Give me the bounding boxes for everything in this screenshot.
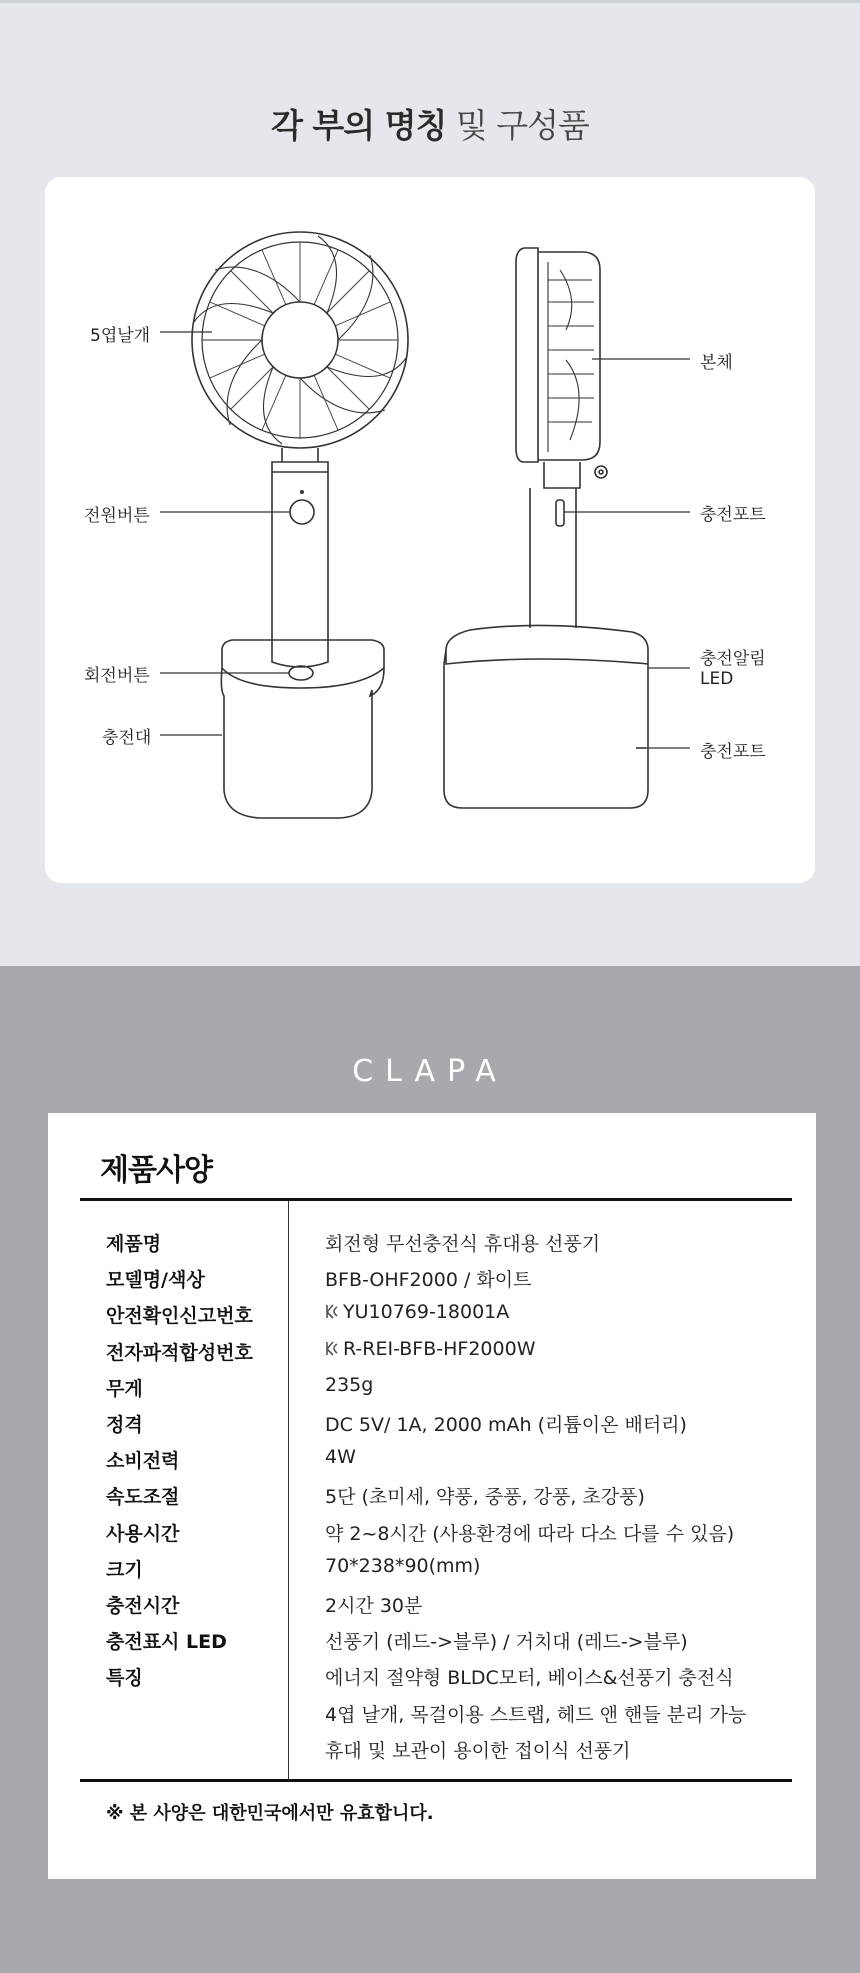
label-charger-stand: 충전대 [102, 728, 152, 748]
fan-head-side [516, 248, 538, 462]
brand-logo: CLAPA [352, 1054, 508, 1089]
spec-value-text: 70*238*90(mm) [325, 1554, 481, 1577]
section-title-light: 및 구성품 [446, 106, 589, 145]
spec-value [325, 1446, 356, 1468]
label-rotate-button: 회전버튼 [84, 666, 150, 686]
spec-key: 안전확인신고번호 [106, 1305, 253, 1328]
spec-value-text: YU10769-18001A [343, 1301, 510, 1324]
spec-value-text: 에너지 절약형 BLDC모터, 베이스&선풍기 충전식 [325, 1667, 734, 1690]
spec-key: 무게 [106, 1377, 143, 1400]
spec-value-text: 선풍기 (레드->블루) / 거치대 (레드->블루) [325, 1631, 688, 1654]
handle-front [272, 472, 328, 650]
charge-port-top-shape [556, 500, 564, 526]
label-charge-port-top: 충전포트 [700, 505, 766, 525]
spec-value [325, 1663, 734, 1690]
spec-value-text: DC 5V/ 1A, 2000 mAh (리튬이온 배터리) [325, 1414, 687, 1436]
spec-value [325, 1519, 734, 1546]
kc-mark-icon [325, 1303, 339, 1320]
kc-mark-icon [325, 1340, 339, 1357]
label-charge-port-bottom: 충전포트 [700, 742, 766, 762]
spec-value-text: BFB-OHF2000 / 화이트 [325, 1269, 532, 1292]
product-diagram [0, 0, 860, 966]
label-charge-led-1: 충전알림 [700, 649, 766, 669]
spec-key: 충전표시 LED [106, 1631, 227, 1654]
handle-side [530, 488, 576, 628]
charger-base-side [444, 625, 648, 808]
spec-rule-top [80, 1198, 792, 1201]
label-charge-led-2: LED [700, 669, 734, 689]
spec-value-text: 휴대 및 보관이 용이한 접이식 선풍기 [325, 1739, 631, 1762]
spec-title: 제품사양 [100, 1153, 212, 1188]
spec-key: 모델명/색상 [106, 1269, 205, 1292]
spec-note: ※ 본 사양은 대한민국에서만 유효합니다. [106, 1803, 434, 1824]
label-blade: 5엽날개 [90, 326, 151, 346]
spec-column-divider [288, 1201, 289, 1779]
spec-value-text: R-REI-BFB-HF2000W [343, 1337, 536, 1360]
spec-value-text: 4W [325, 1446, 356, 1469]
spec-rule-bottom [80, 1779, 792, 1782]
spec-value [325, 1410, 687, 1437]
spec-value [325, 1555, 480, 1577]
section-title-bold: 각 부의 명칭 [271, 106, 447, 145]
rotate-button-shape [289, 666, 313, 680]
spec-key: 정격 [106, 1414, 143, 1436]
spec-key: 전자파적합성번호 [106, 1341, 253, 1364]
spec-key: 속도조절 [106, 1486, 180, 1509]
spec-value-text: 약 2~8시간 (사용환경에 따라 다소 다를 수 있음) [325, 1522, 735, 1545]
label-power-button: 전원버튼 [84, 506, 150, 526]
spec-key: 특징 [106, 1667, 143, 1690]
spec-key: 크기 [106, 1558, 143, 1581]
spec-key: 충전시간 [106, 1595, 180, 1617]
spec-value [325, 1338, 536, 1360]
spec-value-text: 5단 (초미세, 약풍, 중풍, 강풍, 초강풍) [325, 1486, 645, 1509]
spec-value [325, 1627, 688, 1654]
spec-value [325, 1374, 373, 1396]
spec-value-text: 4엽 날개, 목걸이용 스트랩, 헤드 앤 핸들 분리 가능 [325, 1703, 747, 1726]
fan-hub [262, 302, 338, 378]
spec-value [325, 1591, 422, 1618]
spec-value [325, 1482, 645, 1509]
spec-value-text: 2시간 30분 [325, 1595, 423, 1617]
spec-value-text: 회전형 무선충전식 휴대용 선풍기 [325, 1233, 601, 1255]
spec-key: 제품명 [106, 1233, 162, 1255]
spec-value [325, 1301, 509, 1323]
spec-value [325, 1229, 600, 1256]
label-body: 본체 [700, 353, 733, 373]
spec-key: 사용시간 [106, 1522, 180, 1545]
spec-value [325, 1265, 531, 1292]
spec-key: 소비전력 [106, 1450, 180, 1473]
spec-value-text: 235g [325, 1373, 374, 1396]
power-button-shape [290, 500, 314, 524]
